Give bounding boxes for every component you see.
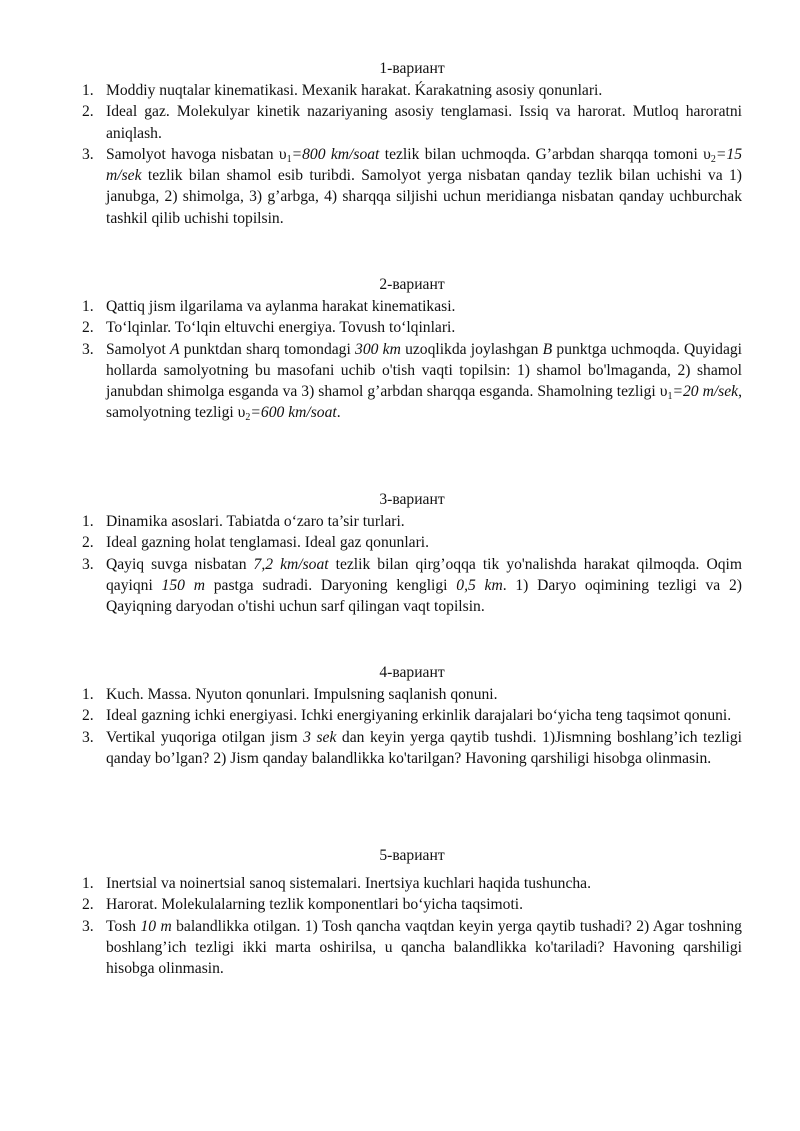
variant-5: [82, 845, 742, 979]
question-text: [106, 319, 455, 336]
text-run: Inertsial va noinertsial sanoq sistemalari. Inertsiya kuchlari haqida tushuncha.: [106, 875, 591, 892]
subscript-text: 1: [286, 153, 292, 165]
question-number: 1.: [82, 875, 94, 892]
text-run: Kuch. Massa. Nyuton qonunlari. Impulsning saqlanish qonuni.: [106, 686, 498, 703]
question-number: 3.: [82, 145, 94, 163]
subscript-text: 2: [710, 153, 716, 165]
italic-text: 0,5 km: [456, 576, 503, 594]
text-run: Qayiq suvga nisbatan: [106, 555, 254, 573]
question-list: [82, 296, 742, 424]
question-list: [82, 684, 742, 769]
italic-text: B: [542, 340, 553, 358]
text-run: Ideal gazning ichki energiyasi. Ichki energiyaning erkinlik darajalari bo‘yicha teng taqsimot qonuni.: [106, 707, 732, 725]
question-number: 3.: [82, 555, 94, 573]
question-item: [82, 339, 742, 424]
text-run: uzoqlikda joylashgan: [400, 340, 543, 358]
italic-text: =600 km/soat: [250, 404, 337, 422]
variant-3: [82, 489, 742, 617]
question-item: [82, 532, 742, 553]
italic-text: 3 sek: [303, 728, 337, 746]
text-run: balandlikka otilgan. 1) Tosh qancha vaqtdan keyin yerga qaytib tushadi? 2) Agar toshning boshlang’ich tezligi ikki marta oshirilsa, u qancha balandlikka ko'tariladi? Havoning qarshiligi hisobga olinmasin.: [106, 917, 742, 978]
text-run: Vertikal yuqoriga otilgan jism: [106, 728, 304, 746]
text-run: tezlik bilan shamol esib turibdi. Samolyot yerga nisbatan qanday tezlik bilan uchishi va 1) janubga, 2) shimolga, 3) g’arbga, 4) sharqqa siljishi uchun meridianga nisbatan qanday uchburchak tashkil qilib uchishi topilsin.: [106, 167, 742, 227]
text-run: To‘lqinlar. To‘lqin eltuvchi energiya. Tovush to‘lqinlari.: [106, 319, 456, 337]
text-run: .: [336, 404, 341, 422]
question-item: [82, 144, 742, 229]
question-item: [82, 317, 742, 338]
text-run: Ideal gaz. Molekulyar kinetik nazariyaning asosiy tenglamasi. Issiq va harorat. Mutloq haroratni aniqlash.: [106, 103, 742, 142]
question-number: 3.: [82, 917, 94, 935]
question-text: [106, 534, 429, 551]
question-item: [82, 894, 742, 915]
text-run: Dinamika asoslari. Tabiatda o‘zaro ta’sir turlari.: [106, 513, 405, 530]
text-run: dan keyin yerga qaytib tushdi. 1)Jismning boshlang’ich tezligi qanday bo’lgan? 2) Jism qanday balandlikka ko'tarilgan? Havoning qarshiligi hisobga olinmasin.: [106, 728, 743, 767]
question-text: [106, 686, 498, 703]
question-text: [106, 729, 742, 767]
subscript-text: 2: [245, 412, 251, 424]
question-number: 1.: [82, 686, 94, 703]
question-item: [82, 727, 742, 770]
text-run: pastga sudradi. Daryoning kengligi: [204, 576, 457, 594]
question-number: 1.: [82, 513, 94, 530]
text-run: . 1) Daryo oqimining tezligi va 2) Qayiqning daryodan o'tishi uchun sarf qilingan vaqt topilsin.: [106, 576, 742, 616]
text-run: , samolyotning tezligi υ: [106, 383, 742, 422]
question-text: [106, 82, 602, 99]
variant-title: 5-вариант: [379, 847, 445, 864]
question-list: [82, 80, 742, 229]
subscript-text: 1: [667, 391, 673, 403]
question-text: [106, 298, 455, 315]
italic-text: 10 m: [140, 917, 172, 935]
text-run: Ideal gazning holat tenglamasi. Ideal gaz qonunlari.: [106, 534, 430, 552]
question-item: [82, 296, 742, 317]
question-number: 2.: [82, 103, 94, 121]
question-item: [82, 554, 742, 618]
question-number: 2.: [82, 896, 94, 914]
text-run: Qattiq jism ilgarilama va aylanma harakat kinematikasi.: [106, 298, 456, 315]
italic-text: =15 m/sek: [106, 145, 742, 185]
question-text: [106, 513, 405, 530]
question-text: [106, 341, 742, 422]
question-list: [82, 873, 742, 979]
italic-text: 150 m: [161, 576, 205, 594]
question-number: 1.: [82, 82, 94, 99]
text-run: Samolyot: [106, 340, 171, 358]
italic-text: 7,2 km/soat: [253, 555, 329, 573]
variant-title: 3-вариант: [379, 491, 445, 508]
question-text: [106, 707, 731, 724]
italic-text: =20 m/sek: [672, 383, 739, 401]
italic-text: =800 km/soat: [291, 145, 380, 163]
question-text: [106, 556, 742, 616]
question-item: [82, 684, 742, 705]
question-item: [82, 80, 742, 101]
question-item: [82, 873, 742, 894]
question-item: [82, 916, 742, 980]
text-run: punktga uchmoqda. Quyidagi hollarda samolyotning bu masofani uchib o'tish vaqti topilsin: 1) shamol bo'lmaganda, 2) shamol janubdan shimolga esganda va 3) shamol g’arbdan sharqqa esganda. Shamolning tezligi υ: [106, 340, 742, 401]
question-number: 3.: [82, 728, 94, 746]
question-list: [82, 511, 742, 617]
question-text: [106, 146, 742, 227]
variant-title: 4-вариант: [379, 664, 445, 681]
text-run: tezlik bilan qirg’oqqa tik yo'nalishda harakat qilmoqda. Oqim qayiqni: [106, 555, 742, 594]
question-item: [82, 101, 742, 144]
italic-text: A: [170, 340, 180, 358]
text-run: Harorat. Molekulalarning tezlik komponentlari bo‘yicha taqsimoti.: [106, 896, 524, 914]
question-item: [82, 511, 742, 532]
text-run: tezlik bilan uchmoqda. G’arbdan sharqqa tomoni υ: [379, 145, 711, 163]
variant-2: [82, 274, 742, 424]
question-number: 1.: [82, 298, 94, 315]
variant-1: [82, 58, 742, 229]
text-run: Moddiy nuqtalar kinematikasi. Mexanik harakat. Ḱarakatning asosiy qonunlari.: [106, 82, 603, 99]
question-item: [82, 705, 742, 726]
question-number: 3.: [82, 340, 94, 358]
question-text: [106, 875, 591, 892]
question-number: 2.: [82, 534, 94, 552]
variant-title: 2-вариант: [379, 276, 445, 293]
question-text: [106, 918, 742, 978]
question-text: [106, 103, 742, 141]
text-run: Tosh: [106, 917, 141, 935]
text-run: punktdan sharq tomondagi: [179, 340, 356, 358]
italic-text: 300 km: [355, 340, 401, 358]
question-text: [106, 896, 523, 913]
text-run: Samolyot havoga nisbatan υ: [106, 145, 287, 163]
variant-title: 1-вариант: [379, 60, 445, 77]
question-number: 2.: [82, 319, 94, 337]
question-number: 2.: [82, 707, 94, 725]
variant-4: [82, 662, 742, 769]
